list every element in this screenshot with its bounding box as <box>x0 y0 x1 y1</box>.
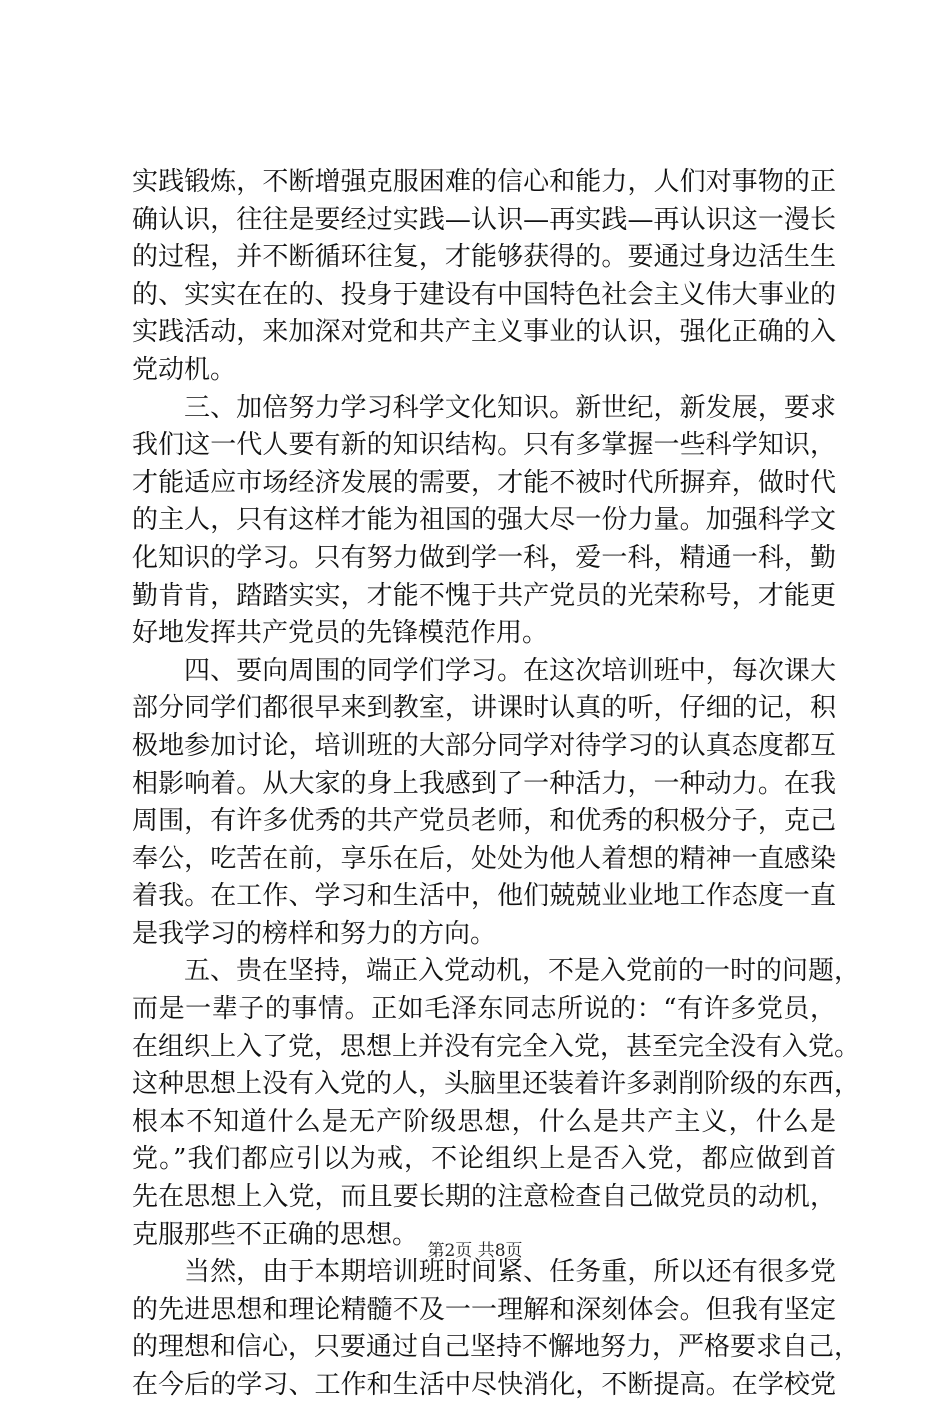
document-body <box>132 164 861 1405</box>
paragraph-line: 当然，由于本期培训班时间紧、任务重，所以还有很多党 <box>184 1257 836 1288</box>
paragraph-line: 奉公，吃苦在前，享乐在后，处处为他人着想的精神一直感染 <box>132 843 836 874</box>
paragraph <box>132 164 836 390</box>
paragraph-line: 这种思想上没有入党的人，头脑里还装着许多剥削阶级的东西， <box>132 1069 861 1100</box>
paragraph-line: 极地参加讨论，培训班的大部分同学对待学习的认真态度都互 <box>132 730 836 761</box>
paragraph-line: 部分同学们都很早来到教室，讲课时认真的听，仔细的记，积 <box>132 693 836 724</box>
paragraph-line: 先在思想上入党，而且要长期的注意检查自己做党员的动机， <box>132 1182 836 1213</box>
paragraph-line: 着我。在工作、学习和生活中，他们兢兢业业地工作态度一直 <box>132 881 836 912</box>
paragraph-line: 是我学习的榜样和努力的方向。 <box>132 918 497 949</box>
paragraph <box>132 390 836 653</box>
paragraph-line: 而是一辈子的事情。正如毛泽东同志所说的：“有许多党员， <box>132 994 836 1025</box>
paragraph-line: 化知识的学习。只有努力做到学一科，爱一科，精通一科，勤 <box>132 542 836 573</box>
paragraph-line: 周围，有许多优秀的共产党员老师，和优秀的积极分子，克己 <box>132 806 836 837</box>
paragraph-line: 的过程，并不断循环往复，才能够获得的。要通过身边活生生 <box>132 242 836 273</box>
paragraph-line: 根本不知道什么是无产阶级思想，什么是共产主义，什么是 <box>132 1106 836 1137</box>
paragraph <box>132 1254 861 1404</box>
paragraph-line: 克服那些不正确的思想。 <box>132 1219 419 1250</box>
paragraph-line: 四、要向周围的同学们学习。在这次培训班中，每次课大 <box>184 655 836 686</box>
paragraph-line: 我们这一代人要有新的知识结构。只有多掌握一些科学知识， <box>132 430 836 461</box>
paragraph-line: 才能适应市场经济发展的需要，才能不被时代所摒弃，做时代 <box>132 467 836 498</box>
page-number-footer: 第2页 共8页 <box>427 1241 523 1261</box>
paragraph-line: 三、加倍努力学习科学文化知识。新世纪，新发展，要求 <box>184 392 836 423</box>
paragraph-line: 在组织上入了党，思想上并没有完全入党，甚至完全没有入党。 <box>132 1031 861 1062</box>
paragraph-line: 的主人，只有这样才能为祖国的强大尽一份力量。加强科学文 <box>132 505 836 536</box>
paragraph-line: 实践活动，来加深对党和共产主义事业的认识，强化正确的入 <box>132 317 836 348</box>
paragraph-line: 确认识，往往是要经过实践—认识—再实践—再认识这一漫长 <box>132 204 836 235</box>
paragraph-line: 的、实实在在的、投身于建设有中国特色社会主义伟大事业的 <box>132 279 836 310</box>
paragraph <box>132 653 836 954</box>
paragraph-line: 五、贵在坚持，端正入党动机，不是入党前的一时的问题， <box>184 956 861 987</box>
paragraph-line: 好地发挥共产党员的先锋模范作用。 <box>132 618 549 649</box>
paragraph-line: 党动机。 <box>132 354 237 385</box>
paragraph-line: 党。”我们都应引以为戒，不论组织上是否入党，都应做到首 <box>132 1144 836 1175</box>
paragraph-line: 相影响着。从大家的身上我感到了一种活力，一种动力。在我 <box>132 768 836 799</box>
paragraph-line: 勤肯肯，踏踏实实，才能不愧于共产党员的光荣称号，才能更 <box>132 580 836 611</box>
paragraph <box>132 953 861 1254</box>
paragraph-line: 在今后的学习、工作和生活中尽快消化，不断提高。在学校党 <box>132 1370 836 1400</box>
paragraph-line: 的先进思想和理论精髓不及一一理解和深刻体会。但我有坚定 <box>132 1294 836 1325</box>
paragraph-line: 的理想和信心，只要通过自己坚持不懈地努力，严格要求自己， <box>132 1332 861 1363</box>
paragraph-line: 实践锻炼，不断增强克服困难的信心和能力，人们对事物的正 <box>132 167 836 197</box>
